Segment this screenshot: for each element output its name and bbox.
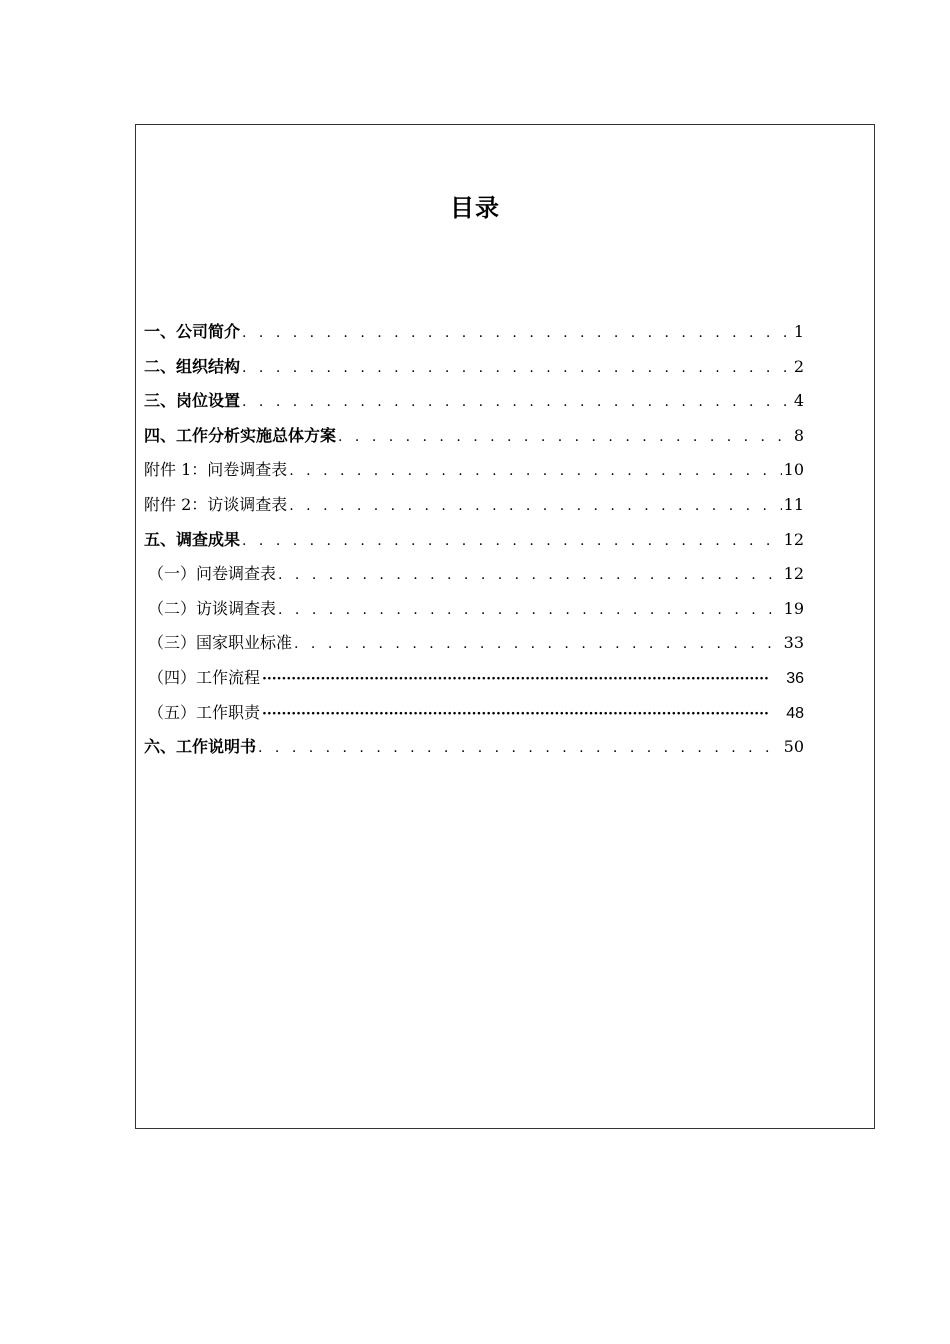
page-title: 目录 (450, 194, 500, 222)
toc-entry-national-standards[interactable] (144, 629, 804, 664)
toc-entry-appendix-2[interactable] (144, 491, 804, 526)
table-of-contents (144, 318, 804, 768)
toc-entry-page-number: 11 (783, 494, 804, 514)
dot-leader (278, 596, 782, 624)
toc-entry-workflow[interactable] (144, 664, 804, 699)
dot-leader (258, 734, 782, 762)
toc-entry-page-number: 1 (793, 322, 804, 341)
toc-entry-interview[interactable] (144, 595, 804, 630)
dot-leader (242, 319, 792, 347)
dot-leader (294, 630, 782, 658)
toc-entry-appendix-1[interactable] (144, 456, 804, 491)
toc-entry-page-number: 8 (793, 425, 804, 445)
toc-entry-survey-results[interactable] (144, 526, 804, 561)
dot-leader (289, 492, 781, 520)
toc-entry-label: 六、工作说明书 (144, 737, 257, 757)
dot-leader (242, 527, 782, 555)
toc-entry-job-descriptions[interactable] (144, 733, 804, 768)
dot-leader (278, 561, 782, 589)
toc-entry-page-number: 12 (783, 564, 804, 584)
toc-entry-page-number: 50 (783, 737, 804, 757)
toc-entry-label: （一）问卷调查表 (148, 564, 277, 584)
toc-entry-positions[interactable] (144, 387, 804, 422)
toc-entry-org-structure[interactable] (144, 353, 804, 388)
toc-entry-label: （二）访谈调查表 (148, 598, 277, 618)
toc-entry-duties[interactable] (144, 699, 804, 734)
toc-entry-label: 附件 2：访谈调查表 (144, 494, 288, 514)
toc-entry-label: 四、工作分析实施总体方案 (144, 425, 337, 445)
toc-entry-page-number: 33 (783, 633, 804, 653)
toc-entry-label: （三）国家职业标准 (148, 633, 293, 653)
toc-entry-label: 三、岗位设置 (144, 391, 241, 411)
toc-entry-label: 二、组织结构 (144, 356, 241, 376)
toc-entry-page-number: 36 (786, 669, 804, 687)
toc-entry-label: （五）工作职责 (148, 702, 261, 722)
toc-entry-label: 一、公司简介 (144, 322, 241, 341)
dot-leader (242, 388, 792, 416)
dot-leader (289, 457, 781, 485)
toc-entry-company-profile[interactable] (144, 318, 804, 353)
toc-entry-job-analysis-plan[interactable] (144, 422, 804, 457)
toc-entry-label: （四）工作流程 (148, 667, 261, 687)
dot-leader (338, 423, 792, 451)
dot-leader (262, 665, 768, 693)
toc-entry-label: 附件 1：问卷调查表 (144, 460, 288, 480)
toc-entry-questionnaire[interactable] (144, 560, 804, 595)
toc-entry-page-number: 48 (786, 704, 804, 722)
dot-leader (262, 700, 768, 728)
toc-entry-label: 五、调查成果 (144, 529, 241, 549)
toc-entry-page-number: 10 (783, 460, 804, 480)
dot-leader (242, 354, 792, 382)
toc-entry-page-number: 2 (793, 356, 804, 376)
toc-entry-page-number: 12 (783, 529, 804, 549)
toc-entry-page-number: 4 (793, 391, 804, 411)
toc-entry-page-number: 19 (783, 598, 804, 618)
